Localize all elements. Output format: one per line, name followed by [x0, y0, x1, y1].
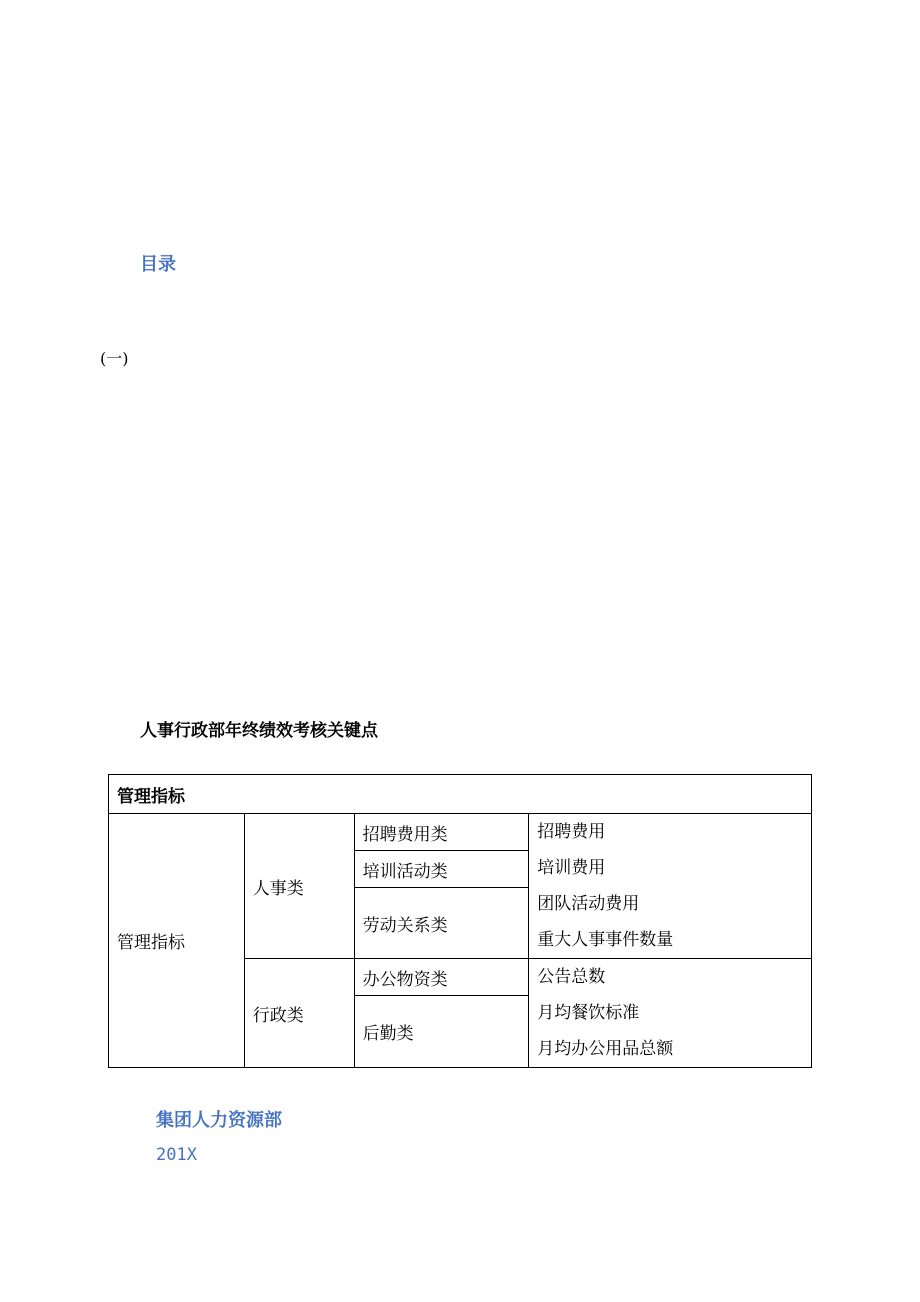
metrics-cell-admin	[529, 959, 812, 1068]
metric-item: 月均办公用品总额	[537, 1039, 674, 1059]
subcategory-cell: 劳动关系类	[354, 888, 529, 959]
metric-item: 重大人事事件数量	[537, 930, 674, 950]
document-title: 人事行政部年终绩效考核关键点	[140, 721, 378, 741]
toc-heading: 目录	[140, 254, 176, 275]
subcategory-cell: 办公物资类	[354, 959, 529, 996]
metric-item: 招聘费用	[537, 822, 606, 842]
kpi-table	[108, 774, 812, 1068]
metric-item: 团队活动费用	[537, 894, 640, 914]
category-cell-admin: 行政类	[244, 959, 354, 1068]
subcategory-cell: 招聘费用类	[354, 814, 529, 851]
footer-year: 201X	[156, 1145, 197, 1165]
metric-item: 培训费用	[537, 858, 606, 878]
metric-item: 公告总数	[537, 967, 606, 987]
subcategory-cell: 后勤类	[354, 996, 529, 1068]
footer-department: 集团人力资源部	[156, 1110, 282, 1131]
table-header-cell: 管理指标	[109, 775, 812, 814]
category-cell-hr: 人事类	[244, 814, 354, 959]
subcategory-cell: 培训活动类	[354, 851, 529, 888]
row-group-label: 管理指标	[109, 814, 245, 1068]
table-row	[109, 814, 812, 851]
section-marker: (一)	[100, 349, 129, 368]
table-header-row	[109, 775, 812, 814]
metrics-cell-hr	[529, 814, 812, 959]
metric-item: 月均餐饮标准	[537, 1003, 640, 1023]
